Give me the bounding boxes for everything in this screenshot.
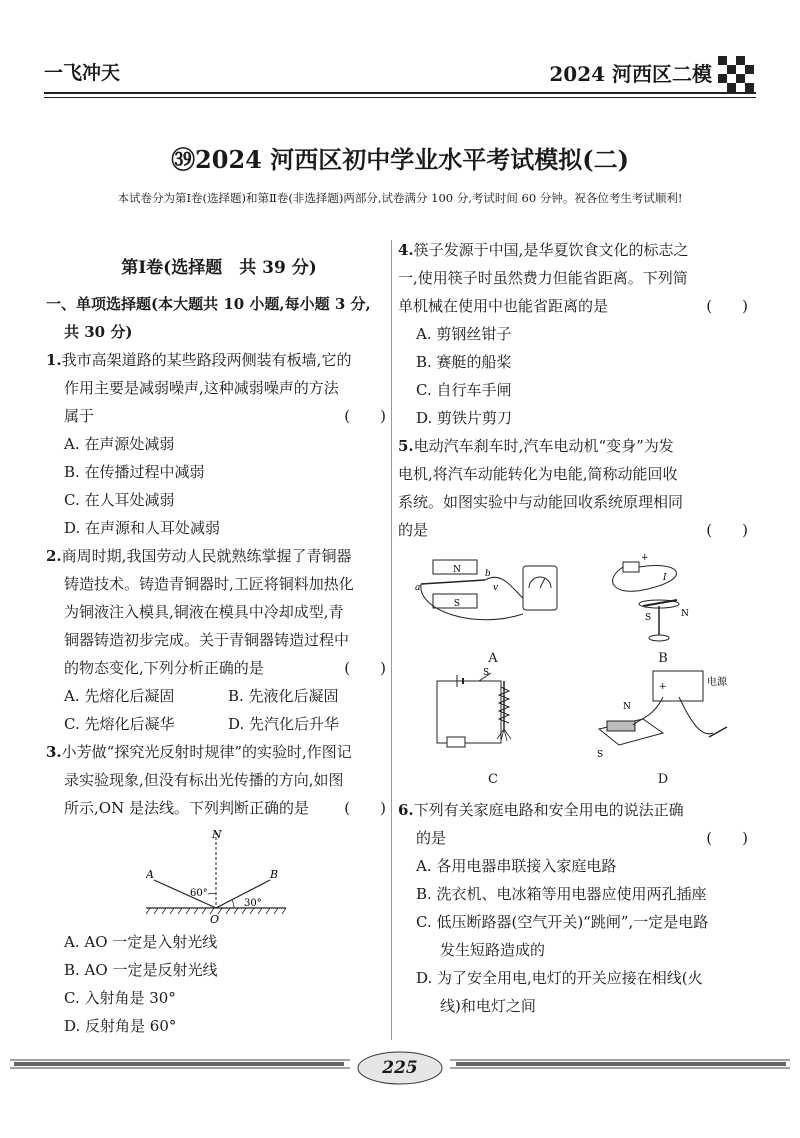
label-s: S bbox=[597, 750, 604, 760]
option-d[interactable]: D. 反射角是 60° bbox=[64, 1017, 177, 1035]
answer-bracket[interactable]: ( ) bbox=[344, 659, 386, 677]
question-text: 的是 bbox=[416, 829, 447, 847]
question-text: 录实验现象,但没有标出光传播的方向,如图 bbox=[64, 771, 344, 789]
header-title: 2024 河西区二模 bbox=[549, 62, 712, 86]
figure-label: A bbox=[488, 651, 498, 666]
option-b[interactable]: B. 赛艇的船桨 bbox=[416, 353, 512, 371]
checker-decoration bbox=[718, 56, 756, 92]
option-c[interactable]: C. 低压断路器(空气开关)“跳闸”,一定是电路 bbox=[416, 913, 709, 931]
question-5 bbox=[398, 432, 754, 788]
option-d[interactable]: D. 在声源和人耳处减弱 bbox=[64, 519, 221, 537]
option-a[interactable]: A. 在声源处减弱 bbox=[64, 435, 175, 453]
question-number: 4. bbox=[398, 241, 414, 259]
question-text: 电机,将汽车动能转化为电能,简称动能回收 bbox=[398, 465, 678, 483]
header-rule-thin bbox=[44, 97, 756, 98]
question-text: 为铜液注入模具,铜液在模具中冷却成型,青 bbox=[64, 603, 344, 621]
option-d[interactable]: D. 剪铁片剪刀 bbox=[416, 409, 513, 427]
option-d[interactable]: D. 先汽化后升华 bbox=[228, 715, 340, 733]
label-s: S bbox=[483, 668, 490, 678]
option-a[interactable]: A. 剪钢丝钳子 bbox=[416, 325, 512, 343]
label-a: a bbox=[415, 583, 421, 593]
label-power: 电源 bbox=[707, 677, 727, 688]
question-text: 筷子发源于中国,是华夏饮食文化的标志之 bbox=[413, 241, 689, 259]
option-c[interactable]: C. 在人耳处减弱 bbox=[64, 491, 175, 509]
answer-bracket[interactable]: ( ) bbox=[344, 407, 386, 425]
label-b: b bbox=[485, 569, 491, 579]
label-s: S bbox=[453, 599, 461, 609]
figure-d[interactable] bbox=[578, 667, 748, 788]
question-text: 下列有关家庭电路和安全用电的说法正确 bbox=[413, 801, 684, 819]
question-text: 我市高架道路的某些路段两侧装有板墙,它的 bbox=[61, 351, 352, 369]
answer-bracket[interactable]: ( ) bbox=[706, 829, 748, 847]
question-number: 3. bbox=[46, 743, 62, 761]
label-i: I bbox=[663, 573, 667, 583]
reflection-diagram bbox=[146, 828, 296, 924]
label-n: N bbox=[623, 702, 631, 712]
question-text: 铜器铸造初步完成。关于青铜器铸造过程中 bbox=[64, 631, 350, 649]
label-n: N bbox=[212, 828, 222, 841]
question-text: 所示,ON 是法线。下列判断正确的是 bbox=[64, 799, 309, 817]
option-a[interactable]: A. 各用电器串联接入家庭电路 bbox=[416, 857, 617, 875]
option-a[interactable]: A. 先熔化后凝固 bbox=[64, 687, 175, 705]
page-title: ㊴2024 河西区初中学业水平考试模拟(二) bbox=[171, 145, 629, 174]
question-text: 作用主要是减弱噪声,这种减弱噪声的方法 bbox=[64, 379, 339, 397]
question-number: 2. bbox=[46, 547, 62, 565]
question-4 bbox=[398, 236, 754, 432]
experiment-figures bbox=[408, 550, 748, 788]
figure-label: C bbox=[488, 772, 498, 787]
option-b[interactable]: B. 洗衣机、电冰箱等用电器应使用两孔插座 bbox=[416, 885, 707, 903]
option-d[interactable]: D. 为了安全用电,电灯的开关应接在相线(火 bbox=[416, 969, 703, 987]
label-b: B bbox=[270, 868, 279, 881]
question-text: 的物态变化,下列分析正确的是 bbox=[64, 659, 264, 677]
exam-intro: 本试卷分为第Ⅰ卷(选择题)和第Ⅱ卷(非选择题)两部分,试卷满分 100 分,考试时间 60 分钟。祝各位考生考试顺利! bbox=[117, 191, 683, 205]
question-text: 小芳做“探究光反射时规律”的实验时,作图记 bbox=[61, 743, 352, 761]
figure-label: B bbox=[658, 651, 668, 666]
question-number: 5. bbox=[398, 437, 414, 455]
option-c[interactable]: C. 自行车手闸 bbox=[416, 381, 512, 399]
label-o: O bbox=[210, 913, 220, 924]
electromagnet-apparatus bbox=[413, 667, 573, 767]
question-text: 系统。如图实验中与动能回收系统原理相同 bbox=[398, 493, 684, 511]
motor-apparatus bbox=[583, 667, 743, 767]
option-c[interactable]: C. 入射角是 30° bbox=[64, 989, 176, 1007]
option-d-cont: 线)和电灯之间 bbox=[440, 997, 536, 1015]
option-b[interactable]: B. AO 一定是反射光线 bbox=[64, 961, 218, 979]
answer-bracket[interactable]: ( ) bbox=[344, 799, 386, 817]
question-text: 铸造技术。铸造青铜器时,工匠将铜料加热化 bbox=[64, 575, 354, 593]
question-text: 的是 bbox=[398, 521, 429, 539]
header-rule bbox=[44, 92, 756, 94]
question-text: 电动汽车刹车时,汽车电动机“变身”为发 bbox=[413, 437, 674, 455]
question-text: 一,使用筷子时虽然费力但能省距离。下列简 bbox=[398, 269, 688, 287]
current-compass-apparatus bbox=[583, 550, 743, 646]
section-title: 第Ⅰ卷(选择题 共 39 分) bbox=[121, 258, 317, 278]
option-a[interactable]: A. AO 一定是入射光线 bbox=[64, 933, 218, 951]
label-angle-60: 60° bbox=[190, 888, 208, 899]
question-1 bbox=[46, 346, 392, 542]
label-n: N bbox=[681, 609, 689, 619]
answer-bracket[interactable]: ( ) bbox=[706, 297, 748, 315]
question-2 bbox=[46, 542, 392, 738]
question-number: 1. bbox=[46, 351, 62, 369]
figure-label: D bbox=[657, 772, 669, 787]
figure-a[interactable] bbox=[408, 550, 578, 667]
label-n: N bbox=[453, 565, 461, 575]
label-plus: + bbox=[641, 553, 649, 563]
question-text: 商周时期,我国劳动人民就熟练掌握了青铜器 bbox=[61, 547, 352, 565]
section-heading: 一、单项选择题(本大题共 10 小题,每小题 3 分, bbox=[46, 295, 371, 313]
question-text: 属于 bbox=[64, 407, 95, 425]
option-c-cont: 发生短路造成的 bbox=[440, 941, 546, 959]
question-6 bbox=[398, 796, 754, 1020]
right-column bbox=[398, 236, 754, 1020]
answer-bracket[interactable]: ( ) bbox=[706, 521, 748, 539]
label-angle-30: 30° bbox=[244, 898, 262, 909]
brand-logo-text: 一飞冲天 bbox=[44, 62, 121, 84]
question-3 bbox=[46, 738, 392, 1040]
label-plus: + bbox=[659, 682, 667, 692]
question-text: 单机械在使用中也能省距离的是 bbox=[398, 297, 609, 315]
left-column bbox=[46, 250, 392, 1040]
page-number: 225 bbox=[382, 1058, 418, 1078]
label-a: A bbox=[146, 868, 154, 881]
question-number: 6. bbox=[398, 801, 414, 819]
figure-b[interactable] bbox=[578, 550, 748, 667]
figure-c[interactable] bbox=[408, 667, 578, 788]
option-b[interactable]: B. 在传播过程中减弱 bbox=[64, 463, 205, 481]
label-s: S bbox=[645, 613, 652, 623]
label-v: v bbox=[493, 583, 499, 593]
option-c[interactable]: C. 先熔化后凝华 bbox=[64, 715, 175, 733]
section-heading-cont: 共 30 分) bbox=[64, 323, 133, 341]
option-b[interactable]: B. 先液化后凝固 bbox=[228, 687, 339, 705]
generator-apparatus bbox=[413, 550, 573, 646]
